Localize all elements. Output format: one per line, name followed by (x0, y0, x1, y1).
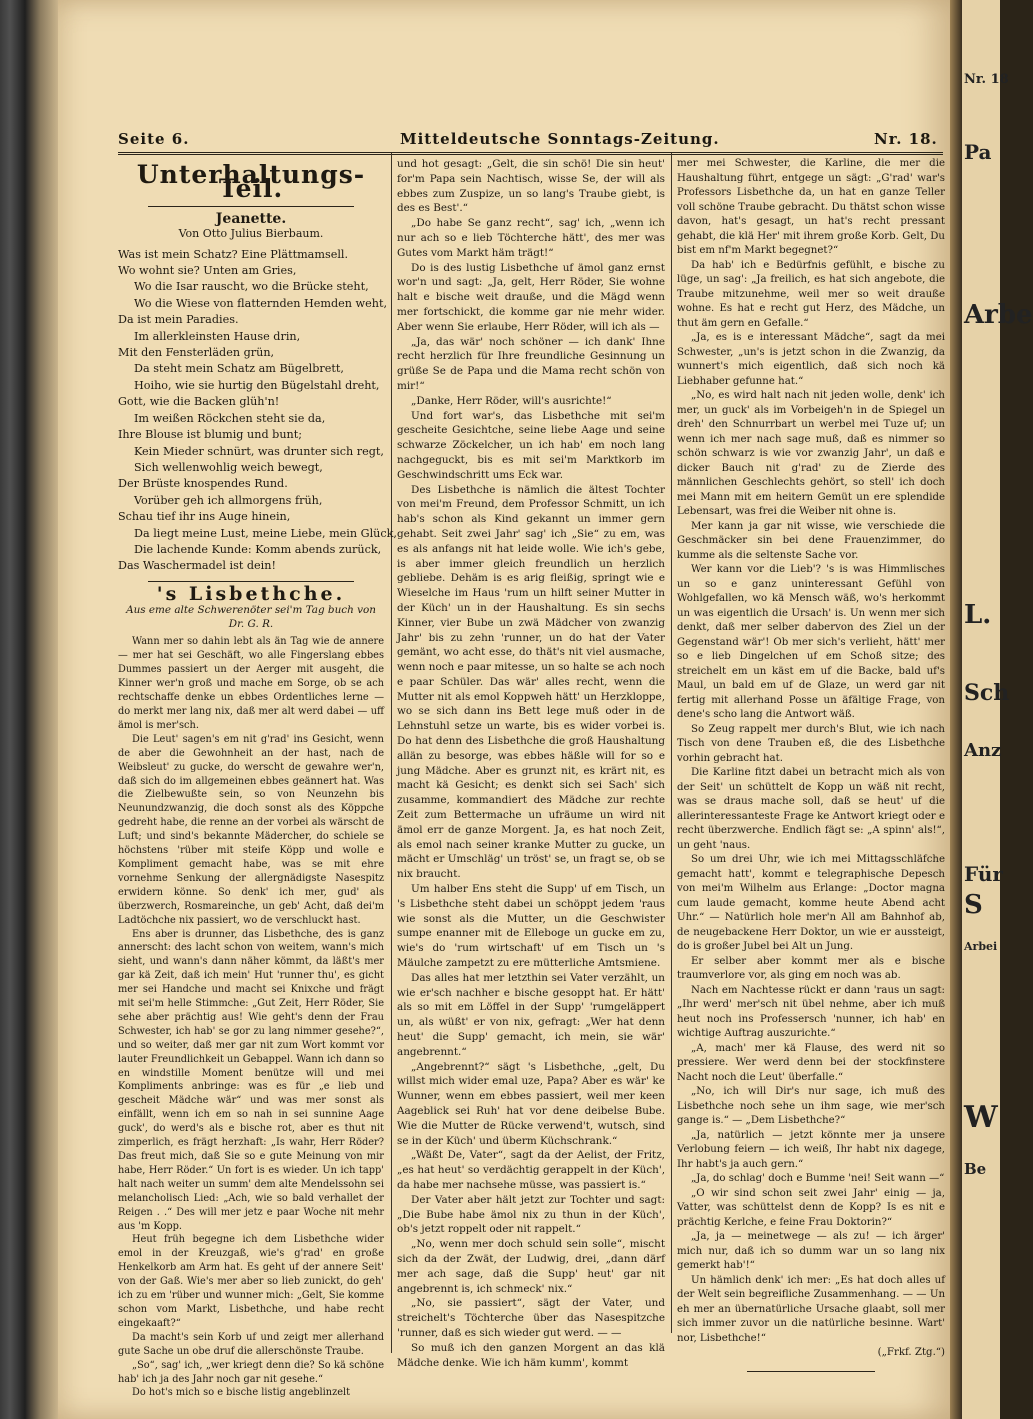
story-title: 's Lisbethche. (156, 582, 346, 605)
story-paragraph: „No, ich will Dir's nur sage, ich muß des Lisbethche noch sehe un ihm sage, wie mer'sch gange is.“ — „Dem Lisbethche?“ (677, 1086, 945, 1126)
issue-number: Nr. 18. (874, 130, 938, 148)
poem-line: Mit den Fensterläden grün, (118, 346, 275, 360)
adjacent-fragment: L. (964, 600, 992, 630)
divider (148, 206, 354, 207)
story-paragraph: „No, wenn mer doch schuld sein solle“, mischt sich da der Zwät, der Ludwig, drei, „dann därf mer ach sage, daß die Supp' heut' gar nit angebrennt is, ich schmeck' nix.“ (397, 1238, 665, 1295)
story-paragraph: „No, sie passiert“, sägt der Vater, und streichelt's Töchterche über das Nasespitzche 'runner, daß es sich wieder gut werd. — — (397, 1297, 665, 1339)
story-paragraph: „Ja, do schlag' doch e Bumme 'nei! Seit wann —“ (691, 1173, 945, 1184)
poem-line: Da liegt meine Lust, meine Liebe, mein Glück, (134, 526, 397, 540)
column-2 (397, 157, 665, 1370)
story-paragraph: „A, mach' mer kä Flause, des werd nit so pressiere. Wer werd denn bei der stockfinstere Nacht noch die Leut' überfalle.“ (677, 1042, 945, 1083)
column-3 (677, 157, 945, 1372)
story-paragraph: Die Karline fitzt dabei un betracht mich als von der Seit' un schüttelt de Kopp un wäß nit recht, was se draus mache soll, daß se heut' uf die allerinteressanteste Frage ke Antwort kriegt oder e recht überzwerche. Endlich fägt se: „A spinn' als!“, un geht 'naus. (677, 767, 945, 851)
story-paragraph: Die Leut' sagen's em nit g'rad' ins Gesicht, wenn de aber die Gewohnheit an der hast, nach de Weibsleut' zu gucke, do werscht de gewahre wer'n, daß sich do im allgemeinen ebbes geännert hat. Was die Zielbewußte sein, so von Neunzehn bis Neunundzwanzig, die doch sonst als des Köppche gedreht habe, die renne an der vorbei als wärscht de Luft; und sind's bekannte Mädercher, do schiele se höchstens 'rüber mit steife Köpp und wolle e Kompliment gemacht habe, was se mit ehre vornehme Senkung der allergnädigste Nasespitz erwidern könne. So denk' ich mer, gud' als überzwerch, Rosmareinche, un geb' Acht, daß dei'm Ladtöchche nix passiert, wo de verschluckt hast. (118, 733, 384, 926)
poem-line: Schau tief ihr ins Auge hinein, (118, 510, 291, 524)
story-paragraph: Des Lisbethche is nämlich die ältest Tochter von mei'm Freund, dem Professor Schmitt, un ich hab's schon als Kind gekannt un immer gern gehabt. Seit zwei Jahr' sag' ich „Sie“ zu em, was es als anfangs nit hat leide wolle. Wie ich's gebe, is aber immer gleich freundlich un herzlich gebliebe. Dehäm is es arig fleißig, springt wie e Wieselche im Haus 'rum un hilft seiner Mutter in der Küch' un in der Haushaltung. Es sin sechs Kinner, vier Bube un zwä Mädcher von zwanzig Jahr' bis zu zehn 'runner, un do hat der Vater gemänt, wo acht esse, do thät's nit viel ausmache, wenn noch e paar mitesse, un so halte se ach noch e paar Schüler. Das wär' alles recht, wenn die Mutter nit als emol Koppweh hätt' un Herzkloppe, wo se sich dann ins Bett lege muß oder in de Lehnstuhl setze un warte, bis es wider vorbei is. Do hat denn des Lisbethche die groß Haushaltung allän zu besorge, was ebbes häßle will for so e jung Mädche. Aber es grunzt nit, es krärt nit, es macht kä Gesicht; es denkt sich sei Sach' sich zusamme, kommandiert des Mädche zur rechte Zeit zum Bettermache un ufräume un wird nit ämol err de ganze Morgent. Ja, es hat noch Zeit, als emol nach seiner kranke Mutter zu gucke, un mächt er Umschläg' un tröst' se, un fragt se, ob se nix braucht. (397, 483, 665, 881)
story-paragraph: Do is des lustig Lisbethche uf ämol ganz ernst wor'n und sagt: „Ja, gelt, Herr Röder, Sie wohne halt e bische weit drauße, und die Mägd wenn mer fortschickt, die komme gar nie mehr wider. Aber wenn Sie erlaube, Herr Röder, will ich als — (397, 261, 665, 333)
story-paragraph: Um halber Ens steht die Supp' uf em Tisch, un 's Lisbethche steht dabei un schöppt jedem 'raus wie sonst als die Mutter, un die Geschwister sumpe enanner mit de Elleboge un gucke em zu, wie's do 'rum wirtschaft' uf em Tisch un 's Mäulche zampetzt zu ere mütterliche Amtsmiene. (397, 883, 665, 970)
adjacent-fragment: S (964, 890, 983, 920)
story-paragraph: Da macht's sein Korb uf und zeigt mer allerhand gute Sache un obe druf die allerschönste Traube. (118, 1331, 384, 1357)
poem-line: Das Waschermadel ist dein! (118, 559, 276, 573)
poem-line: Die lachende Kunde: Komm abends zurück, (134, 542, 382, 556)
story-paragraph: Un hämlich denk' ich mer: „Es hat doch alles uf der Welt sein begreifliche Zusammenhang. — — Un eh mer an übernatürliche Ursache glaabt, soll mer sich immer zuvor un die natürliche besinne. Wart' nor, Lisbethche!“ (677, 1274, 945, 1344)
story-paragraph: Mer kann ja gar nit wisse, wie verschiede die Geschmäcker sin bei dene Frauenzimmer, do kumme als die seltenste Sache vor. (677, 520, 945, 561)
column-1 (118, 160, 397, 1400)
story-paragraph: „Ja, ja — meinetwege — als zu! — ich ärger' mich nur, daß ich so dumm war un so lang nix gemerkt hab'!“ (677, 1231, 945, 1271)
story-paragraph: Und fort war's, das Lisbethche mit sei'm gescheite Gesichtche, seine liebe Aage und seine schwarze Zöckelcher, un ich hab' em noch lang nachgeguckt, bis es mit sei'm Marktkorb im Geschwindschritt ums Eck war. (397, 409, 665, 481)
poem-author: Von Otto Julius Bierbaum. (178, 226, 324, 240)
page-gutter (950, 0, 962, 1419)
story-paragraph: So Zeug rappelt mer durch's Blut, wie ich nach Tisch von dene Trauben eß, die des Lisbethche vorhin gebracht hat. (677, 723, 945, 764)
poem-line: Was ist mein Schatz? Eine Plättmamsell. (118, 247, 349, 261)
story-paragraph: „Do habe Se ganz recht“, sag' ich, „wenn ich nur ach so e lieb Töchterche hätt', des mer was Gutes vom Markt häm trägt!“ (397, 217, 665, 259)
header-rule (118, 152, 943, 155)
story-paragraph: „Angebrennt?“ sägt 's Lisbethche, „gelt, Du willst mich wider emal uze, Papa? Aber es wär' ke Wunner, wenn em ebbes passiert, weil mer keen Aageblick sei Ruh' hat vor dene deibelse Bube. Wie die Mutter de Rücke verwend't, wutsch, sind se in der Küch' und überm Küchschrank.“ (397, 1060, 665, 1147)
adjacent-page-edge (962, 0, 1033, 1419)
story-paragraph: „O wir sind schon seit zwei Jahr' einig — ja, Vatter, was schüttelst denn de Kopp? Is es nit e prächtig Kerlche, e feine Frau Doktorin?“ (677, 1187, 945, 1228)
poem-line: Der Brüste knospendes Rund. (118, 477, 288, 491)
divider (148, 581, 354, 582)
story-column-3 (677, 157, 945, 1346)
poem-title: Jeanette. (215, 210, 287, 227)
poem-line: Ihre Blouse ist blumig und bunt; (118, 428, 302, 442)
story-paragraph: „So“, sag' ich, „wer kriegt denn die? So kä schöne hab' ich ja des Jahr noch gar nit gesehe.“ (118, 1359, 384, 1385)
story-paragraph: und hot gesagt: „Gelt, die sin schö! Die sin heut' for'm Papa sein Nachtisch, wisse Se, der will als ebbes zum Zuspize, un so lang's Traube giebt, is des es Best'.“ (397, 158, 665, 215)
end-rule (747, 1371, 875, 1372)
page-number: Seite 6. (118, 130, 190, 148)
poem-line: Gott, wie die Backen glüh'n! (118, 395, 280, 409)
story-column-2 (397, 157, 665, 1370)
adjacent-fragment: Arbei (964, 940, 998, 953)
poem-line: Im allerkleinsten Hause drin, (134, 329, 301, 343)
story-paragraph: Da hab' ich e Bedürfnis gefühlt, e bische zu lüge, un sag': „Ja freilich, es hat sich angebote, die Traube mitzunehme, weil mer so weit drauße wohne. Es hat e recht gut Herz, des Mädche, un thut äm gern en Gefalle.“ (677, 259, 945, 329)
story-paragraph: Do hot's mich so e bische listig angeblinzelt (132, 1387, 351, 1399)
poem-line: Sich wellenwohlig weich bewegt, (134, 460, 323, 474)
story-paragraph: Heut früh begegne ich dem Lisbethche wider emol in der Kreuzgaß, wie's g'rad' en große Henkelkorb am Arm hat. Es geht uf der annere Seit' von der Gaß. Wie's mer aber so lieb zunickt, do geh' ich zu em 'rüber und wunner mich: „Gelt, Sie komme schon vom Markt, Lisbethche, und habe recht eingekaaft?“ (118, 1234, 384, 1329)
poem-line: Da steht mein Schatz am Bügelbrett, (134, 362, 344, 376)
story-paragraph: „Wäßt De, Vater“, sagt da der Aelist, der Fritz, „es hat heut' so verdächtig gerappelt in der Küch', da habe mer nachsehe müsse, was passiert is.“ (397, 1149, 665, 1191)
story-paragraph: Der Vater aber hält jetzt zur Tochter und sagt: „Die Bube habe ämol nix zu thun in der Küch', ob's jetzt roppelt oder nit rappelt.“ (397, 1193, 665, 1236)
column-divider (391, 153, 392, 1353)
poem-line: Da ist mein Paradies. (118, 313, 239, 327)
adjacent-fragment: Nr. 18 (964, 72, 1009, 87)
poem-line: Wo wohnt sie? Unten am Gries, (118, 264, 297, 278)
poem-line: Wo die Isar rauscht, wo die Brücke steht, (134, 280, 369, 294)
column-divider (671, 153, 672, 1333)
adjacent-fragment: Sch (964, 680, 1010, 706)
poem-body (118, 247, 397, 575)
adjacent-fragment: Für (964, 862, 1003, 886)
adjacent-fragment: Anz (964, 740, 1002, 761)
poem-line: Wo die Wiese von flatternden Hemden weht, (134, 296, 388, 310)
story-column-1 (118, 635, 384, 1400)
newspaper-name: Mitteldeutsche Sonntags-Zeitung. (400, 130, 720, 148)
story-paragraph: Wann mer so dahin lebt als än Tag wie de annere — mer hat sei Geschäft, wo alle Fingerslang ebbes Dummes passiert un der Aerger mit ausgeht, die Kinner wer'n groß und mache em Sorge, ob se ach rechtschaffe denke un ebbes Ordentliches lerne — do merkt mer lang nix, daß mer alt werd dabei — uff ämol is mer'sch. (118, 636, 384, 731)
poem-line: Kein Mieder schnürt, was drunter sich regt, (134, 444, 384, 458)
story-subtitle: Aus eme alte Schwerenöter sei'm Tag buch von Dr. G. R. (126, 603, 376, 630)
story-paragraph: „Ja, das wär' noch schöner — ich dank' Ihne recht herzlich für Ihre freundliche Gesinnung un grüße Se de Papa und die Mama recht schön von mir!“ (397, 335, 665, 392)
adjacent-fragment: Arbe (964, 300, 1033, 330)
adjacent-fragment: Be (964, 1160, 987, 1178)
poem-line: Hoiho, wie sie hurtig den Bügelstahl dreht, (134, 378, 380, 392)
story-paragraph: Das alles hat mer letzthin sei Vater verzählt, un wie er'sch nachher e bische gesoppt hat. Er hätt' als so mit em Löffel in der Supp' 'rumgeläppert un, als wüßt' er von nix, gefragt: „Wer hat denn heut' die Supp' gemacht, ich mein, sie wär' angebrennt.“ (397, 971, 665, 1058)
section-title: Unterhaltungs-Teil. (136, 160, 366, 203)
story-paragraph: Er selber aber kommt mer als e bische traumverlore vor, als ging em noch was ab. (677, 955, 945, 981)
story-paragraph: Nach em Nachtesse rückt er dann 'raus un sagt: „Ihr werd' mer'sch nit übel nehme, aber ich muß heut noch ins Professersch 'nunner, ich hab' en wichtige Auftrag auszurichte.“ (677, 984, 945, 1039)
story-paragraph: mer mei Schwester, die Karline, die mer die Haushaltung führt, entgege un sägt: „G'rad' war's Professors Lisbethche da, un hat en ganze Teller voll schöne Traube gebracht. Du thätst schon wisse davon, hat's gesagt, un hat's recht pressant gehabt, die klä Her' mit ihrem große Korb. Gelt, Du bist em nf'm Markt begegnet?“ (677, 158, 945, 256)
story-paragraph: „Danke, Herr Röder, will's ausrichte!“ (411, 394, 612, 407)
story-paragraph: So um drei Uhr, wie ich mei Mittagsschläfche gemacht hatt', kommt e telegraphische Depesch von mei'm Wilhelm aus Erlange: „Doctor magna cum laude gemacht, komme heute Abend acht Uhr.“ — Natürlich hole mer'n All am Bahnhof ab, de neugebackene Herr Doktor, un wie er aussteigt, do is großer Jubel bei Alt un Jung. (677, 854, 945, 952)
story-paragraph: „No, es wird halt nach nit jeden wolle, denk' ich mer, un guck' als im Vorbeigeh'n in de Spiegel un dreh' den Schnurrbart un werbel mei Tuze uf; un wenn ich mer nach sage muß, daß es nimmer so schön schwarz is wie vor zwanzig Jahr', un daß e dicker Bauch nit g'rad' zu de Zierde des männlichen Geschlechts gehört, so stell' ich doch mei Mann mit em heitern Gemüt un ere splendide Lebensart, was frei die Weiber nit ohne is. (677, 390, 945, 517)
book-binding (0, 0, 58, 1419)
poem-line: Vorüber geh ich allmorgens früh, (134, 493, 323, 507)
story-paragraph: „Ja, es is e interessant Mädche“, sagt da mei Schwester, „un's is jetzt schon in die Zwanzig, da wunnert's mich eigentlich, daß sich noch kä Liebhaber gefunne hat.“ (677, 332, 945, 387)
source-credit: („Frkf. Ztg.“) (877, 1347, 945, 1358)
story-paragraph: Ens aber is drunner, das Lisbethche, des is ganz annerscht: des lacht schon von weitem, wann's mich sieht, und wann's dann näher kömmt, da läßt's mer gar kä Zeit, daß ich mein' Hut 'runner thu', es gicht mer sei Handche und macht sei Knixche und frägt mit sei'm helle Stimmche: „Gut Zeit, Herr Röder, Sie sehe aber prächtig aus! Wie geht's denn der Frau Schwester, ich hab' se gor zu lang nimmer gesehe?“, und so weiter, daß mer gar nit zum Wort kommt vor lauter Freundlichkeit un Gebappel. Wann ich dann so en windstille Moment benütze will und mei Kompliments anbringe: was es für „e lieb und gescheit Mädche wär“ und was mer sonst als einfällt, wenn ich em so nah in sei sunnine Aage guck', do werd's als e bische rot, aber es thut nit zimperlich, es frägt herzhaft: „Is wahr, Herr Röder? Das freut mich, daß Sie so e gute Meinung von mir habe, Herr Röder.“ Un fort is es wieder. Un ich tapp' halt nach weiter un summ' dem alte Mendelssohn sei melancholisch Lied: „Ach, wie so bald verhallet der Reigen . .“ Des will mer jetz e paar Woche nit mehr aus 'm Kopp. (118, 928, 384, 1232)
story-paragraph: „Ja, natürlich — jetzt könnte mer ja unsere Verlobung feiern — ich weiß, Ihr habt nix dagege, Ihr habt's ja auch gern.“ (677, 1129, 945, 1170)
adjacent-fragment: W (964, 1100, 998, 1135)
story-paragraph: So muß ich den ganzen Morgent an das klä Mädche denke. Wie ich häm kumm', kommt (397, 1341, 665, 1369)
poem-line: Im weißen Röckchen steht sie da, (134, 411, 326, 425)
story-paragraph: Wer kann vor die Lieb'? 's is was Himmlisches un so e ganz uninteressant Gefühl von Wohlgefallen, wo kä Mensch wäß, wo's herkommt un was eigentlich die Ursach' is. Un wenn mer sich denkt, daß mer selber dabervon des Ziel un der Gegenstand wär'! Ob mer sich's verlieht, hätt' mer so e lieb Dingelchen uf em Schoß sitze; des streichelt em un käst em uf die Backe, bald uf's Maul, un bald em uf de Glaze, un werd gar nit fertig mit allerhand Posse un äfältige Frage, von dene's scho lang die Antwort wäß. (677, 564, 945, 720)
adjacent-fragment: Pa (964, 140, 992, 164)
